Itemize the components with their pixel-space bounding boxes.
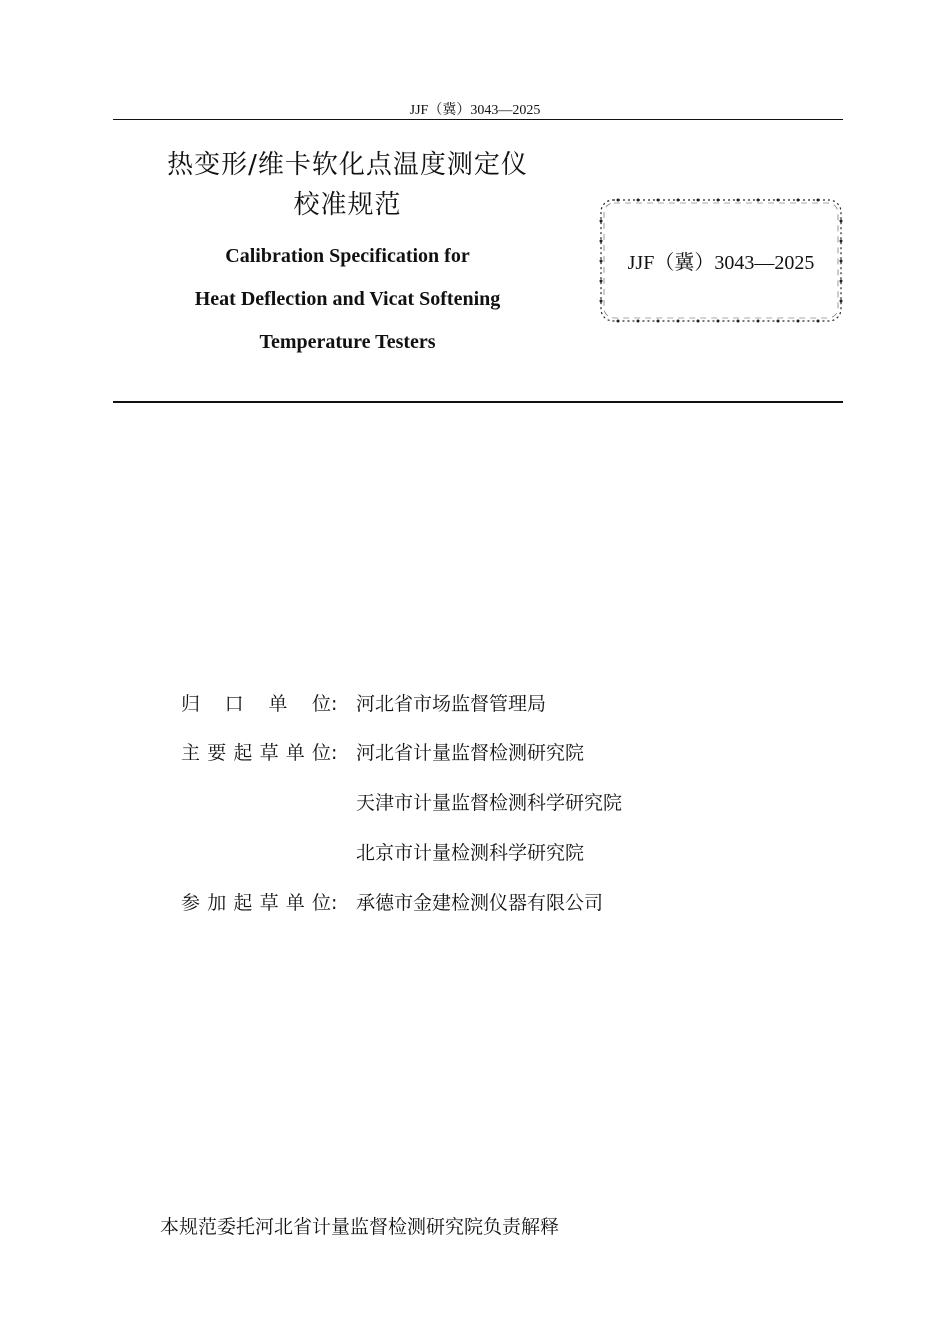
label-colon: : xyxy=(331,693,338,715)
interpretation-note: 本规范委托河北省计量监督检测研究院负责解释 xyxy=(160,1216,560,1238)
title-block xyxy=(140,145,555,364)
label-colon: : xyxy=(331,892,338,914)
participating-drafting-unit-label: 参 加 起 草 单 位 xyxy=(181,892,331,914)
english-title-line-3: Temperature Testers xyxy=(259,331,436,353)
main-drafting-unit-value-2: 天津市计量监督检测科学研究院 xyxy=(356,792,623,814)
main-drafting-unit-label: 主 要 起 草 单 位 xyxy=(181,742,331,764)
header-standard-code: JJF（冀）3043—2025 xyxy=(409,103,541,118)
chinese-title-line-2: 校准规范 xyxy=(293,190,402,220)
title-divider-rule xyxy=(113,401,843,403)
english-title xyxy=(140,235,555,364)
centralized-unit-value: 河北省市场监督管理局 xyxy=(356,693,547,715)
label-colon: : xyxy=(331,742,338,764)
centralized-unit-label: 归 口 单 位 xyxy=(181,693,331,715)
english-title-line-2: Heat Deflection and Vicat Softening xyxy=(194,288,501,310)
main-drafting-unit-value-3: 北京市计量检测科学研究院 xyxy=(356,842,585,864)
standard-code: JJF（冀）3043—2025 xyxy=(627,252,815,274)
english-title-line-1: Calibration Specification for xyxy=(225,245,470,267)
header-rule xyxy=(113,119,843,120)
participating-drafting-unit-value: 承德市金建检测仪器有限公司 xyxy=(356,892,604,914)
standard-code-box xyxy=(598,197,844,324)
main-drafting-unit-value-1: 河北省计量监督检测研究院 xyxy=(356,742,585,764)
chinese-title-line-1: 热变形/维卡软化点温度测定仪 xyxy=(167,150,528,180)
